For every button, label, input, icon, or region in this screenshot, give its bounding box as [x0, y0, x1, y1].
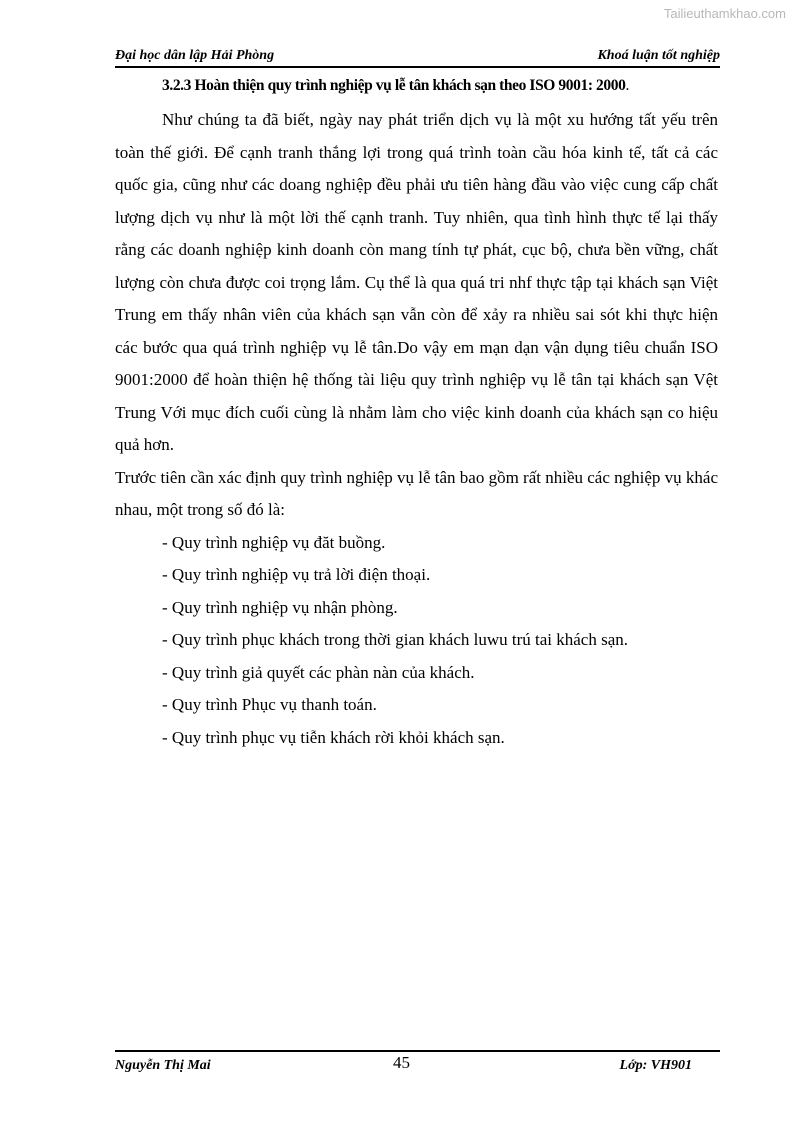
- list-item: - Quy trình nghiệp vụ trả lời điện thoại.: [162, 565, 431, 584]
- section-title-text: 3.2.3 Hoàn thiện quy trình nghiệp vụ lễ tân khách sạn theo ISO 9001: 2000: [162, 77, 626, 94]
- list-item: - Quy trình phục vụ tiễn khách rời khỏi khách sạn.: [162, 727, 505, 747]
- watermark: Tailieuthamkhao.com: [663, 6, 786, 21]
- list-item: - Quy trình giả quyết các phàn nàn của khách.: [162, 662, 475, 682]
- section-title: [162, 77, 629, 95]
- footer-class: Lớp: VH901: [619, 1058, 692, 1073]
- page-footer: [115, 1050, 720, 1082]
- list-item: - Quy trình nghiệp vụ đăt buồng.: [162, 532, 386, 552]
- list-item: - Quy trình Phục vụ thanh toán.: [162, 695, 377, 714]
- page-header: [115, 46, 720, 68]
- list-item: - Quy trình nghiệp vụ nhận phòng.: [162, 597, 398, 617]
- procedure-list: [115, 527, 718, 755]
- section-title-period: .: [625, 77, 629, 94]
- paragraph-procedures: Trước tiên cần xác định quy trình nghiệp vụ lễ tân bao gồm rất nhiều các nghiệp vụ khác nhau, một trong số đó là:: [115, 467, 718, 519]
- list-item: - Quy trình phục khách trong thời gian khách luwu trú tai khách sạn.: [162, 630, 628, 649]
- footer-author: Nguyễn Thị Mai: [115, 1058, 211, 1073]
- header-thesis-label: Khoá luận tốt nghiệp: [597, 48, 720, 63]
- page-number: 45: [393, 1053, 410, 1072]
- paragraph-intro: Như chúng ta đã biết, ngày nay phát triển dịch vụ là một xu hướng tất yếu trên toàn thế giới. Để cạnh tranh thắng lợi trong quá trình toàn cầu hóa kinh tế, tất cả các quốc gia, cũng như các doang nghiệp đều phải ưu tiên hàng đầu vào việc cung cấp chất lượng dịch vụ như là một lời thế cạnh tranh. Tuy nhiên, qua tình hình thực tế lại thấy rằng các doanh nghiệp kinh doanh còn mang tính tự phát, cục bộ, chưa bền vững, chất lượng còn chưa được coi trọng lắm. Cụ thể là qua quá tri nhf thực tập tại khách sạn Việt Trung em thấy nhân viên của khách sạn vẫn còn để xảy ra nhiều sai sót khi thực hiện các bước qua quá trình nghiệp vụ lễ tân.Do vậy em mạn dạn vận dụng tiêu chuẩn ISO 9001:2000 để hoàn thiện hệ thống tài liệu quy trình nghiệp vụ lễ tân tại khách sạn Vệt Trung Với mục đích cuối cùng là nhằm làm cho việc kinh doanh của khách sạn co hiệu quả hơn.: [115, 110, 718, 454]
- body-content: [115, 104, 718, 754]
- header-university: Đại học dân lập Hải Phòng: [115, 48, 275, 63]
